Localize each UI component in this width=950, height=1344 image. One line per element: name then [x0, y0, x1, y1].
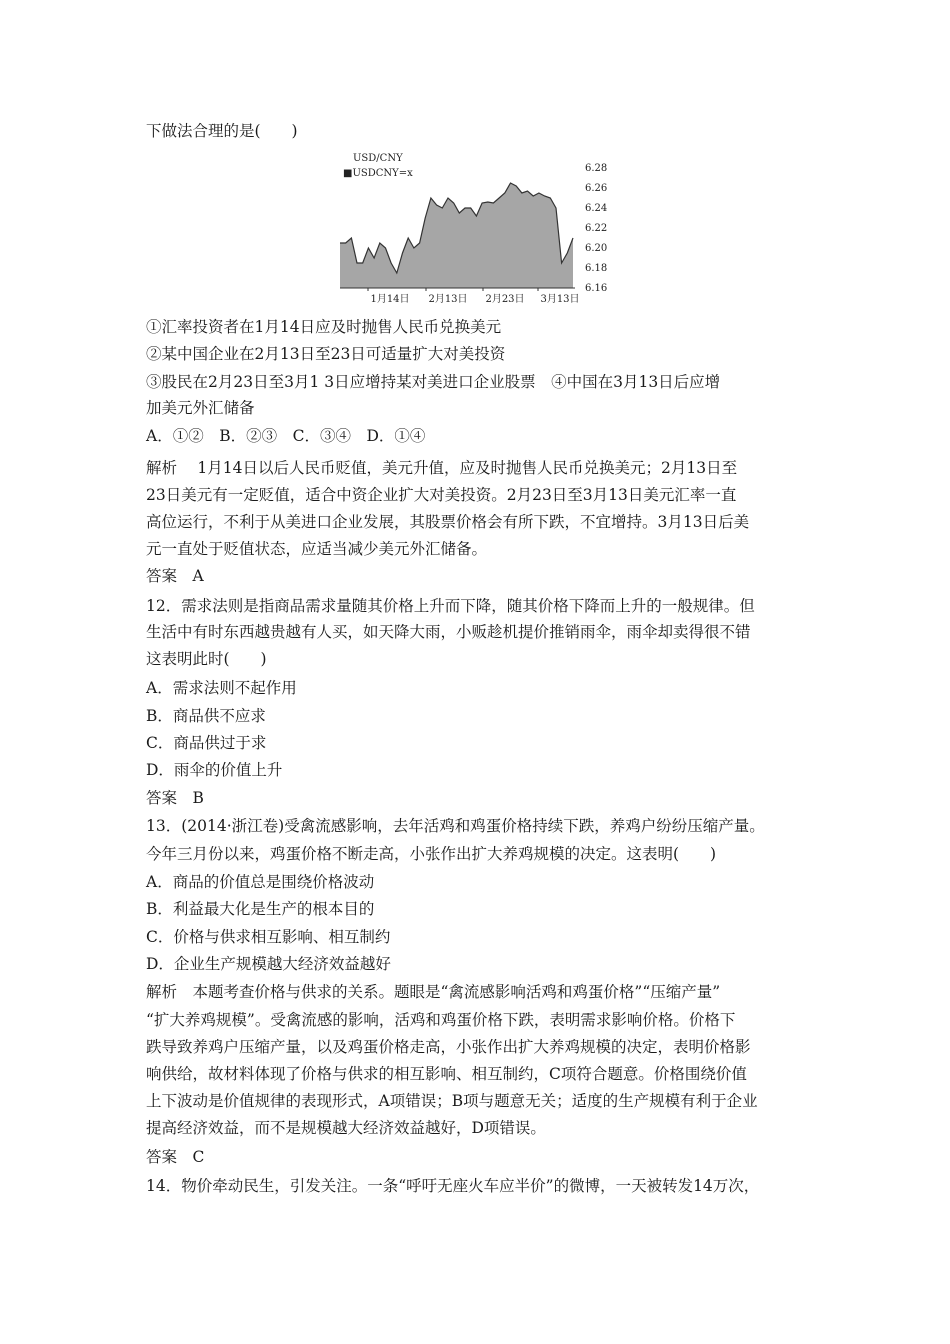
x-axis-ticks	[368, 288, 580, 305]
chart-legend: ■USDCNY=x	[343, 168, 413, 179]
text-line: 这表明此时( )	[146, 650, 267, 668]
text-line: 今年三月份以来，鸡蛋价格不断走高，小张作出扩大养鸡规模的决定。这表明( )	[146, 845, 717, 863]
text-line: 上下波动是价值规律的表现形式，A项错误；B项与题意无关；适度的生产规模有利于企业	[146, 1092, 758, 1110]
text-line: 响供给，故材料体现了价格与供求的相互影响、相互制约，C项符合题意。价格围绕价值	[146, 1065, 747, 1083]
y-tick-label: 6.16	[585, 283, 608, 294]
y-tick-label: 6.20	[585, 243, 608, 254]
x-tick-label: 1月14日	[370, 294, 410, 305]
usdcny-area-series	[340, 183, 573, 288]
text-line: 解析 本题考查价格与供求的关系。题眼是“禽流感影响活鸡和鸡蛋价格”“压缩产量”	[146, 983, 721, 1001]
text-line: 加美元外汇储备	[146, 399, 255, 417]
text-line: B．利益最大化是生产的根本目的	[146, 900, 375, 918]
text-line: C．商品供过于求	[146, 734, 267, 752]
text-line: “扩大养鸡规模”。受禽流感的影响，活鸡和鸡蛋价格下跌，表明需求影响价格。价格下	[146, 1011, 736, 1029]
text-line: 元一直处于贬值状态，应适当减少美元外汇储备。	[146, 540, 488, 558]
text-line: 13．(2014·浙江卷)受禽流感影响，去年活鸡和鸡蛋价格持续下跌，养鸡户纷纷压缩产量。	[146, 817, 765, 835]
y-tick-label: 6.22	[585, 223, 608, 234]
text-line: A．商品的价值总是围绕价格波动	[146, 873, 375, 891]
text-line: 答案 A	[146, 567, 204, 585]
x-tick-label: 2月23日	[485, 294, 525, 305]
text-line: A．①② B．②③ C．③④ D．①④	[146, 427, 426, 445]
text-line: B．商品供不应求	[146, 707, 266, 725]
y-tick-label: 6.28	[585, 163, 608, 174]
text-line: 生活中有时东西越贵越有人买，如天降大雨，小贩趁机提价推销雨伞，雨伞却卖得很不错	[146, 623, 751, 641]
text-line: A．需求法则不起作用	[146, 679, 297, 697]
text-line: 答案 B	[146, 789, 204, 807]
text-line: D．雨伞的价值上升	[146, 761, 283, 779]
x-tick-label: 3月13日	[540, 294, 580, 305]
text-line: 12．需求法则是指商品需求量随其价格上升而下降，随其价格下降而上升的一般规律。但	[146, 597, 755, 615]
chart-plot-area	[340, 183, 575, 288]
text-line: 答案 C	[146, 1148, 205, 1166]
text-line: ①汇率投资者在1月14日应及时抛售人民币兑换美元	[146, 318, 502, 336]
y-tick-label: 6.18	[585, 263, 608, 274]
text-line: ③股民在2月23日至3月1 3日应增持某对美进口企业股票 ④中国在3月13日后应增	[146, 373, 721, 391]
y-tick-label: 6.26	[585, 183, 608, 194]
text-line: 跌导致养鸡户压缩产量，以及鸡蛋价格走高，小张作出扩大养鸡规模的决定，表明价格影	[146, 1038, 751, 1056]
text-line: 14．物价牵动民生，引发关注。一条“呼吁无座火车应半价”的微博，一天被转发14万次，	[146, 1177, 760, 1195]
text-line: 23日美元有一定贬值，适合中资企业扩大对美投资。2月23日至3月13日美元汇率一直	[146, 486, 737, 504]
y-axis-ticks	[585, 163, 607, 294]
usd-cny-chart	[335, 148, 625, 308]
text-line: 下做法合理的是( )	[146, 122, 298, 140]
x-tick-label: 2月13日	[428, 294, 468, 305]
text-line: D．企业生产规模越大经济效益越好	[146, 955, 391, 973]
text-line: C．价格与供求相互影响、相互制约	[146, 928, 391, 946]
text-line: ②某中国企业在2月13日至23日可适量扩大对美投资	[146, 345, 506, 363]
text-line: 提高经济效益，而不是规模越大经济效益越好，D项错误。	[146, 1119, 546, 1137]
chart-title: USD/CNY	[353, 153, 403, 164]
y-tick-label: 6.24	[585, 203, 608, 214]
text-line: 高位运行，不利于从美进口企业发展，其股票价格会有所下跌，不宜增持。3月13日后美	[146, 513, 750, 531]
text-line: 解析 1月14日以后人民币贬值，美元升值，应及时抛售人民币兑换美元；2月13日至	[146, 459, 738, 477]
